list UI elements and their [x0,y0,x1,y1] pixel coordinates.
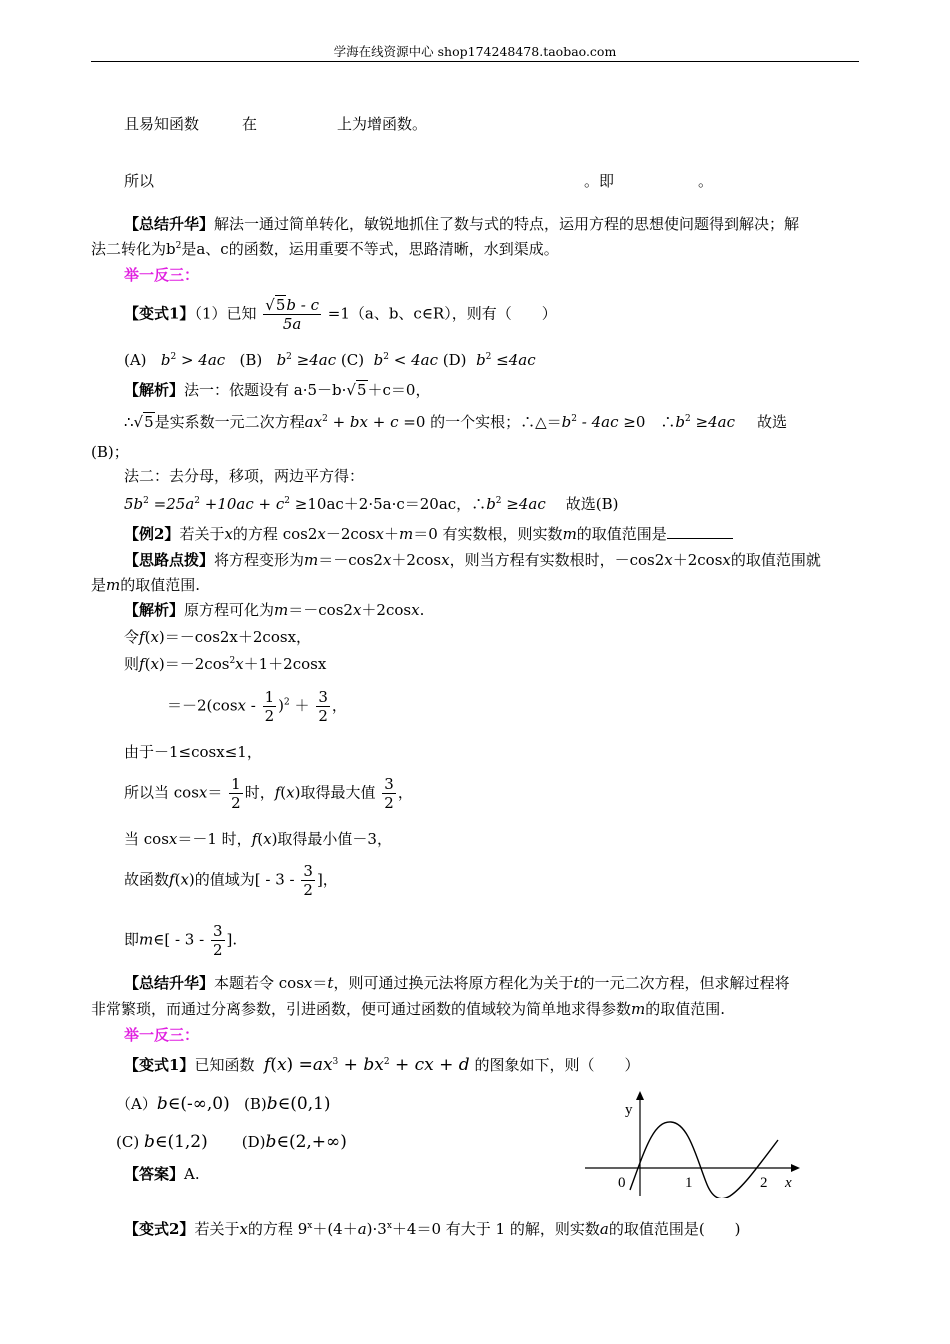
denominator: 2 [384,794,394,812]
text: 解法一通过简单转化，敏锐地抓住了数与式的特点，运用方程的思想使问题得到解决；解 [214,215,800,233]
analysis-2-line-9 [124,922,237,959]
text: 上为增函数。 [337,115,428,133]
text: 在 [242,115,258,133]
expr: +10ac + c [200,495,285,513]
var: b [476,351,486,369]
expr: ax [304,413,323,431]
var: x [239,1220,248,1238]
var: x [224,525,233,543]
var: f [139,628,145,646]
text: ) = [286,1055,313,1075]
text: ＝ [312,974,328,992]
var: t [573,974,580,992]
text: ＋1＋2cosx [243,655,327,673]
var: x [168,830,178,848]
option-label: (C) [116,1133,140,1151]
text: 的取值范围就 [730,551,821,569]
var: b [160,351,171,369]
denominator: 2 [264,707,275,725]
text: 当 cos [124,830,169,848]
text: ＋ [289,696,310,715]
text: =1（a、b、c∈R），则有（ ） [327,304,557,323]
hint-line-1 [124,553,821,568]
var: x [441,551,450,569]
text: 非常繁琐，而通过分离参数，引进函数，便可通过函数的值域较为简单地求得参数 [91,1000,632,1018]
answer-tag: 【答案】 [124,1165,185,1183]
expr: + cx + d [389,1055,470,1075]
var: x [237,696,246,715]
expr: > 4ac [176,351,226,369]
var: m [304,551,319,569]
option-label: (D) [241,1133,266,1151]
var: m [106,576,121,594]
text: =0 的一个实根；∴△＝ [398,413,562,431]
analysis-tag: 【解析】 [124,381,185,399]
text: )·3 [366,1220,387,1238]
text: ∈[ - 3 - [153,930,205,949]
expr: ∈(1,2) [154,1132,208,1152]
text: 的一元二次方程，但求解过程将 [579,974,790,992]
var: b [266,1094,278,1114]
analysis-2-line-8 [124,862,338,899]
expr: 5b [124,495,144,513]
text: －2cos [325,525,376,543]
superscript: 2 [322,414,328,424]
var: m [139,930,154,949]
summary-2-line-1 [124,976,790,991]
fraction [382,775,396,812]
expr: ∈(2,+∞) [276,1132,347,1152]
text: ≥0 ∴ [618,413,676,431]
superscript: 2 [143,496,149,506]
x-axis-arrow [791,1164,800,1172]
var: f [264,1055,271,1075]
line-2 [124,174,713,189]
analysis-1-line-3: (B)； [91,443,129,461]
text: ， [331,696,347,715]
text: ＝－cos2 [318,551,383,569]
text: ， [397,783,413,802]
text: ＋2cos [391,551,442,569]
analysis-tag: 【解析】 [124,601,185,619]
analysis-2-line-1 [124,603,424,618]
var: m [399,525,414,543]
text: 若关于 [179,525,225,543]
var: b [143,1132,155,1152]
expr: b [486,495,496,513]
text: 。 [698,172,714,190]
variant-1b-line [124,1057,639,1074]
text: ]， [316,870,338,889]
option-label: (C) [340,351,365,369]
text: ＋4＝0 有大于 1 的解，则实数 [391,1220,600,1238]
option-label: (A) [124,351,147,369]
summary-1-line-1 [124,217,799,232]
analysis-1-line: 【解析】法一：依题设有 a·5－b·√5＋c＝0， [124,381,431,399]
text: 时， [244,783,275,802]
text: 原方程可化为 [184,601,275,619]
text: 的方程 9 [247,1220,308,1238]
y-axis-arrow [636,1091,644,1100]
analysis-2-line-6 [124,775,413,812]
expr: - 4ac [577,413,619,431]
var: f [169,870,175,889]
text: ( [144,628,151,646]
var: x [303,974,313,992]
summary-2-line-2 [91,1002,725,1017]
text: 的取值范围. [645,1000,726,1018]
tick-label-2: 2 [760,1175,768,1191]
analysis-2-line-4 [167,688,347,725]
var: x [198,783,208,802]
var: b [156,1094,168,1114]
var: x [276,1055,287,1075]
denominator: 5a [282,315,302,333]
var: x [235,655,244,673]
denominator: 2 [231,794,241,812]
text: 故选(B) [565,495,619,513]
var: a [599,1220,609,1238]
text: 将方程变形为 [214,551,305,569]
text: ) [278,696,285,715]
page-header: 学海在线资源中心 shop174248478.taobao.com [333,44,617,59]
text: 的图象如下，则（ ） [474,1056,640,1074]
variant-tag: 【变式1】 [124,304,195,323]
expr: =25a [148,495,195,513]
var: b [265,1132,277,1152]
expr: + bx + c [327,413,399,431]
numerator: b - c [286,296,319,314]
summary-tag: 【总结升华】 [124,974,215,992]
expr: b [561,413,572,431]
text: ]. [226,930,238,949]
var: x [664,551,673,569]
analysis-2-line-2 [124,630,311,645]
x-axis-label: x [785,1175,792,1191]
var: f [139,655,145,673]
var: x [352,601,362,619]
radicand: 5 [275,296,286,314]
text: （1）已知 [194,304,257,323]
text: 是a、c的函数，运用重要不等式，思路清晰，水到渠成。 [181,240,559,258]
superscript: 3 [332,1057,339,1067]
summary-tag: 【总结升华】 [124,215,215,233]
text: ( [174,870,181,889]
method-2-equation [124,497,619,512]
summary-1-line-2 [91,242,559,257]
var: x [180,870,189,889]
variant-tag: 【变式2】 [124,1220,195,1238]
text: ＋2cos [361,601,412,619]
text: 则 [124,655,140,673]
section-heading-1: 举一反三： [124,266,200,284]
superscript: 2 [383,1057,390,1067]
radicand: 5 [144,413,154,431]
superscript: 2 [685,414,691,424]
text: ＝－2(cos [167,696,238,715]
text: ＝0 有实数根，则实数 [413,525,563,543]
numerator: 1 [231,775,241,793]
analysis-2-line-3 [124,657,326,672]
radicand: 5 [356,381,367,399]
text: ＋ [384,525,400,543]
line-1 [124,117,427,132]
denominator: 2 [303,881,313,899]
text: 已知函数 [194,1056,255,1074]
expr: ∈(0,1) [277,1094,331,1114]
var: x [375,525,384,543]
variant-2-line [124,1222,741,1237]
var: f [274,783,281,802]
denominator: 2 [318,707,328,725]
text: . [419,601,425,619]
numerator: 3 [384,775,394,793]
superscript: 2 [175,241,182,251]
superscript: 2 [229,656,236,666]
text: ( [270,1055,277,1075]
text: ( [257,830,264,848]
text: 即 [124,930,140,949]
text: 。即 [584,172,615,190]
numerator: 3 [318,688,328,706]
text: ＝ [207,783,223,802]
analysis-1-line-2: ∴√5是实系数一元二次方程$ax^2$ + bx + c =0 的一个实根；$\therefore\triangle=b^2 - 4ac \ge 0$ $\therefore b^2 \ge 4ac$ 故选 [124,413,787,431]
text: ＝－1 时， [177,830,252,848]
options-line-1 [124,353,536,368]
superscript: 2 [170,352,177,362]
options-line-3 [116,1134,347,1151]
text: ( [144,655,151,673]
denominator: 2 [212,941,223,959]
option-label: (B) [244,1095,267,1113]
var: f [251,830,258,848]
expr: < 4ac [389,351,438,369]
hint-line-2 [91,578,200,593]
expr: + bx [338,1055,384,1075]
text: 是实系数一元二次方程 [154,413,305,431]
text: 法一：依题设有 a·5－b· [184,381,347,399]
section-heading-2: 举一反三： [124,1026,200,1044]
fraction: $\frac{√5b - c}{5a}$ [265,296,319,333]
superscript: 2 [286,352,292,362]
option-label: （A） [116,1095,157,1113]
var: x [150,655,159,673]
fraction [316,688,330,725]
cubic-function-graph [580,1088,810,1198]
text: 所以当 cos [124,783,199,802]
text: 的取值范围是( ) [608,1220,741,1238]
hint-tag: 【思路点拨】 [124,551,215,569]
variant-tag: 【变式1】 [124,1056,195,1074]
text: 所以 [124,172,155,190]
text: )＝－2cos [158,655,230,673]
superscript: 2 [383,352,389,362]
text: 是 [91,576,107,594]
answer-blank [667,526,733,539]
option-label: (D) [442,351,467,369]
text: ∴ [124,413,134,431]
var: x [317,525,326,543]
method-2-line: 法二：去分母，移项，两边平方得： [124,467,365,485]
numerator: 3 [303,862,313,880]
curve [630,1122,778,1198]
numerator: 1 [264,688,275,706]
variant-1-line [124,296,557,333]
analysis-2-line-7 [124,832,392,847]
example-tag: 【例2】 [124,525,180,543]
var: x [382,551,392,569]
expr: b [675,413,686,431]
text: ，则当方程有实数根时，－cos2 [449,551,665,569]
answer-line [124,1167,200,1182]
origin-label: 0 [618,1175,626,1191]
tick-label-1: 1 [685,1175,693,1191]
text: 法二转化为b [91,240,176,258]
var: x [150,628,159,646]
expr: ≥4ac [501,495,546,513]
expr: ≥4ac [690,413,735,431]
y-axis-label: y [625,1102,633,1118]
superscript: 2 [284,697,290,708]
fraction [301,862,315,899]
var: b [373,351,384,369]
numerator: 3 [212,922,223,940]
text: )取得最大值 [294,783,376,802]
expr: ≤4ac [491,351,536,369]
analysis-2-line-5: 由于－1≤cosx≤1， [124,743,262,761]
superscript: 2 [284,496,291,506]
header-rule [91,61,859,62]
text: 本题若令 cos [214,974,304,992]
options-line-2 [116,1096,331,1113]
text: 的取值范围. [120,576,201,594]
var: x [286,783,295,802]
superscript: 2 [485,352,492,362]
expr: ∈(-∞,0) [167,1094,230,1114]
var: m [631,1000,646,1018]
superscript: x [386,1221,392,1231]
var: x [411,601,420,619]
fraction [263,688,277,725]
text: ＋(4＋ [312,1220,358,1238]
text: 若关于 [194,1220,240,1238]
text: 令 [124,628,140,646]
text: A. [184,1165,200,1183]
text: 且易知函数 [124,115,200,133]
text: 故函数 [124,870,170,889]
expr: ax [312,1055,333,1075]
superscript: x [307,1221,313,1231]
text: 的取值范围是 [576,525,667,543]
text: )取得最小值－3， [271,830,392,848]
var: m [562,525,577,543]
text: - [246,696,256,715]
var: b [276,351,287,369]
var: t [327,974,334,992]
var: x [263,830,272,848]
text: )＝－cos2x＋2cosx， [158,628,312,646]
var: a [357,1220,367,1238]
fraction [211,922,225,959]
text: ＋c＝0， [367,381,431,399]
var: x [722,551,731,569]
text: )的值域为[ - 3 - [188,870,295,889]
var: m [274,601,289,619]
text: ＋2cos [672,551,723,569]
option-label: (B) [239,351,263,369]
text: ，则可通过换元法将原方程化为关于 [333,974,574,992]
superscript: 2 [495,496,502,506]
text: ( [280,783,287,802]
text: 的方程 cos2 [232,525,318,543]
example-2-line [124,526,733,542]
superscript: 2 [194,496,200,506]
expr: ≥4ac [291,351,337,369]
superscript: 2 [571,414,578,424]
fraction [229,775,243,812]
text: ≥10ac＋2·5a·c＝20ac，∴ [290,495,487,513]
text: ＝－cos2 [288,601,353,619]
text: 故选 [756,413,787,431]
